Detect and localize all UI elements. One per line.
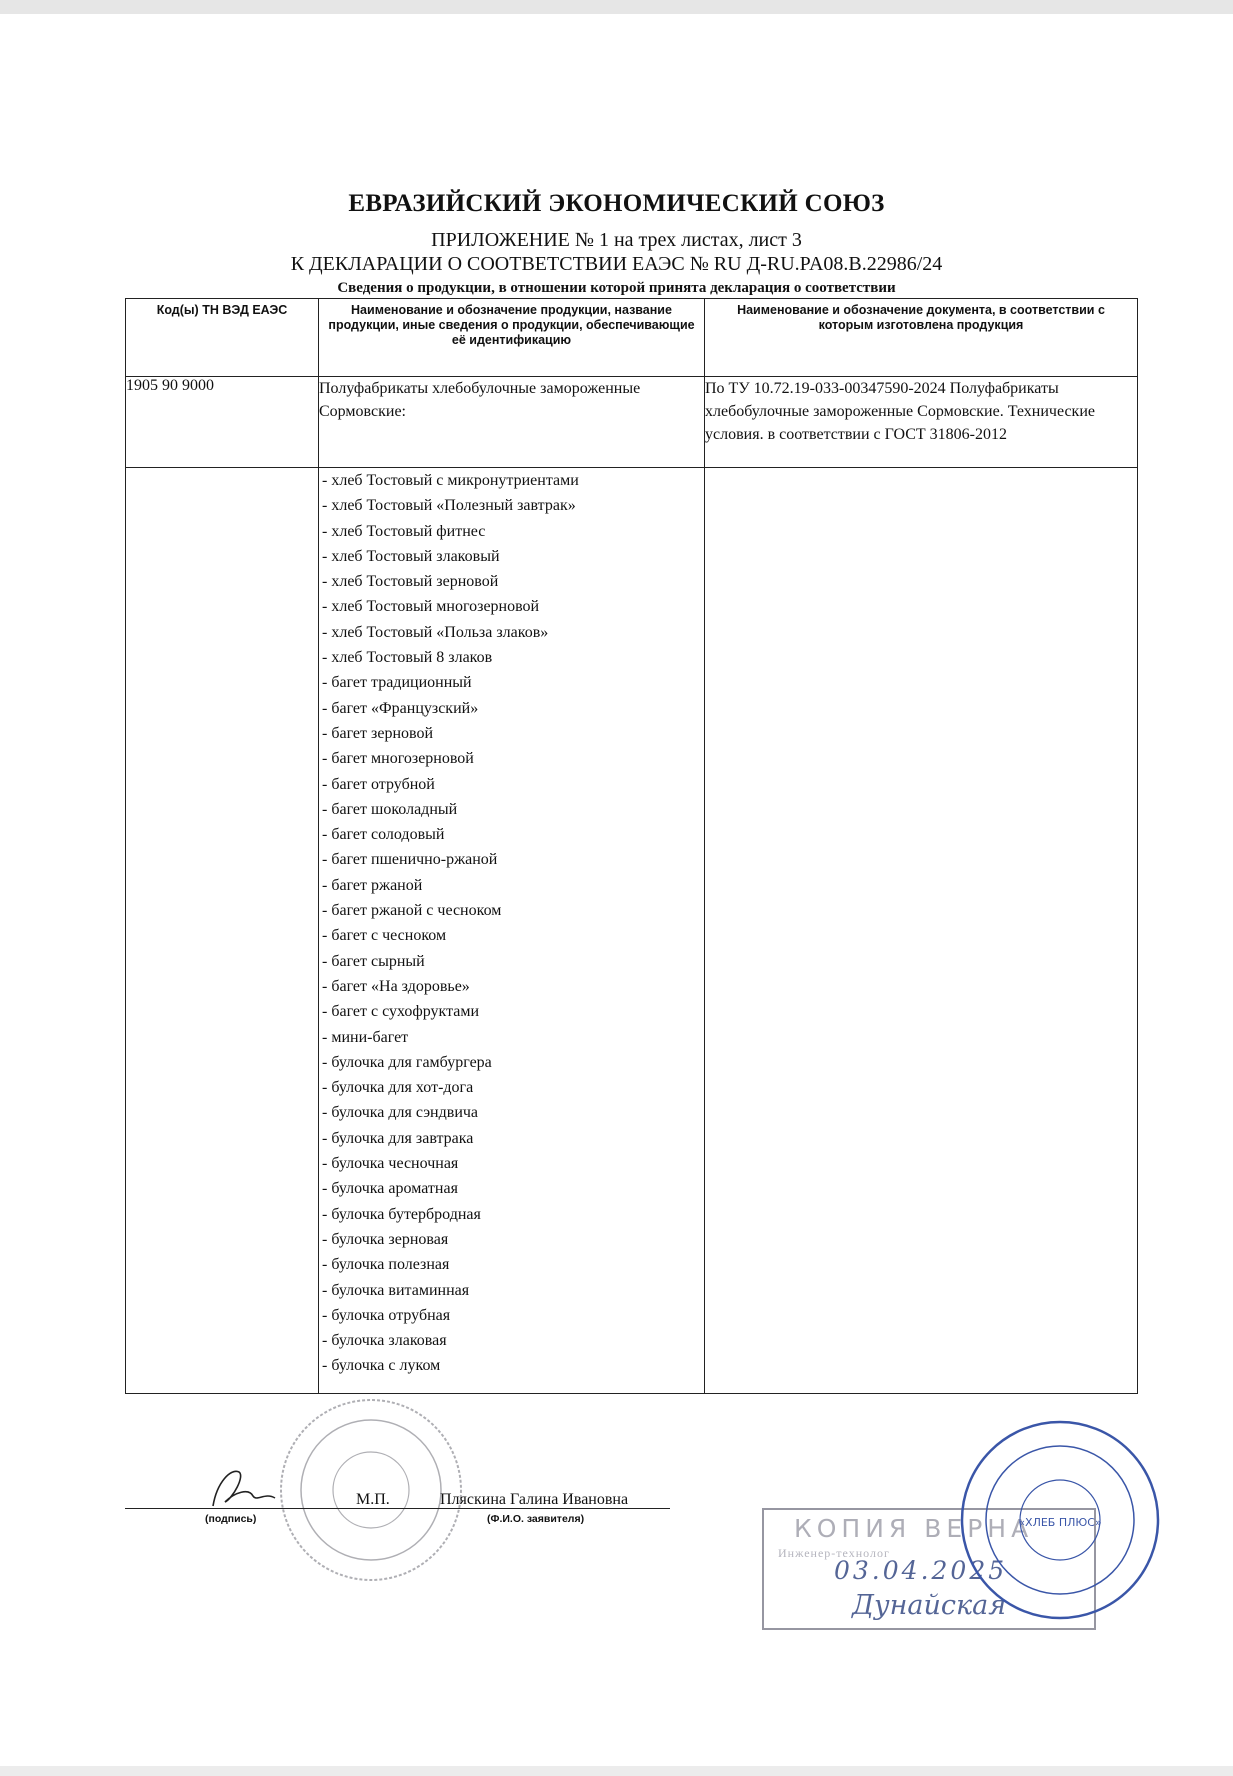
applicant-round-seal [276,1395,466,1585]
list-item: - багет сырный [322,952,425,970]
list-item: - булочка с луком [322,1357,441,1375]
list-item: - багет солодовый [322,826,445,844]
document-cell: По ТУ 10.72.19-033-00347590-2024 Полуфабрикаты хлебобулочные замороженные Сормовские. Технические условия. в соответствии с ГОСТ 31806-2012 [705,377,1138,468]
applicant-name: Пляскина Галина Ивановна [440,1491,629,1508]
list-item: - хлеб Тостовый 8 злаков [322,649,493,667]
list-item: - хлеб Тостовый «Полезный завтрак» [322,497,576,515]
product-table [125,298,1138,1394]
copy-stamp-title: КОПИЯ ВЕРНА [794,1514,1034,1543]
list-item: - булочка чесночная [322,1155,459,1173]
list-item: - багет ржаной [322,876,423,894]
table-header-row [126,299,1138,377]
header-code: Код(ы) ТН ВЭД ЕАЭС [126,299,319,377]
list-item: - багет «На здоровье» [322,977,470,995]
list-item: - булочка витаминная [322,1281,470,1299]
list-item: - булочка злаковая [322,1332,447,1350]
list-item: - багет с сухофруктами [322,1003,480,1021]
list-item: - хлеб Тостовый многозерновой [322,598,540,616]
list-item: - булочка для завтрака [322,1129,474,1147]
empty-document-cell [705,468,1138,1394]
list-item: - хлеб Тостовый злаковый [322,547,500,565]
annex-title: ПРИЛОЖЕНИЕ № 1 на трех листах, лист 3 [431,229,802,251]
applicant-signature [205,1462,285,1512]
list-item: - хлеб Тостовый «Польза злаков» [322,623,549,641]
fio-caption: (Ф.И.О. заявителя) [487,1513,585,1525]
table-row [126,468,1138,1394]
list-item: - булочка для хот-дога [322,1079,474,1097]
copy-stamp-signature: Дунайская [852,1590,1007,1621]
product-items-cell [319,468,705,1394]
product-items-list [319,468,704,1379]
list-item: - булочка зерновая [322,1230,449,1248]
copy-stamp-position: Инженер-технолог [778,1546,890,1560]
list-item: - багет «Французский» [322,699,479,717]
signature-line [125,1508,670,1509]
blue-seal-bottom-text: «ХЛЕБ ПЛЮС» [1018,1516,1102,1529]
copy-stamp-date: 03.04.2025 [834,1556,1008,1585]
list-item: - булочка бутербродная [322,1205,481,1223]
product-info-title: Сведения о продукции, в отношении которой принята декларация о соответствии [337,280,896,296]
mp-label: М.П. [356,1491,390,1508]
company-blue-seal [958,1418,1163,1623]
list-item: - булочка для гамбургера [322,1053,492,1071]
list-item: - багет ржаной с чесноком [322,902,502,920]
list-item: - мини-багет [322,1028,409,1046]
list-item: - багет шоколадный [322,800,458,818]
declaration-title: К ДЕКЛАРАЦИИ О СООТВЕТСТВИИ ЕАЭС № RU Д-RU.PA08.B.22986/24 [290,253,943,275]
list-item: - булочка полезная [322,1256,450,1274]
header-product-name: Наименование и обозначение продукции, название продукции, иные сведения о продукции, обеспечивающие её идентификацию [319,299,705,377]
table-row [126,377,1138,468]
list-item: - багет зерновой [322,724,434,742]
hs-code-cell: 1905 90 9000 [126,377,319,468]
empty-code-cell [126,468,319,1394]
scan-top-edge [0,0,1233,14]
scan-bottom-edge [0,1766,1233,1776]
header-document: Наименование и обозначение документа, в соответствии с которым изготовлена продукция [705,299,1138,377]
list-item: - багет пшенично-ржаной [322,851,498,869]
list-item: - булочка для сэндвича [322,1104,479,1122]
list-item: - багет отрубной [322,775,435,793]
list-item: - булочка ароматная [322,1180,458,1198]
list-item: - булочка отрубная [322,1306,451,1324]
union-title: ЕВРАЗИЙСКИЙ ЭКОНОМИЧЕСКИЙ СОЮЗ [348,190,885,217]
list-item: - багет с чесноком [322,927,447,945]
list-item: - багет многозерновой [322,750,474,768]
list-item: - хлеб Тостовый фитнес [322,522,486,540]
signature-caption: (подпись) [205,1513,257,1525]
list-item: - багет традиционный [322,674,472,692]
list-item: - хлеб Тостовый с микронутриентами [322,472,579,489]
list-item: - хлеб Тостовый зерновой [322,573,499,591]
product-group-cell: Полуфабрикаты хлебобулочные замороженные Сормовские: [319,377,705,468]
